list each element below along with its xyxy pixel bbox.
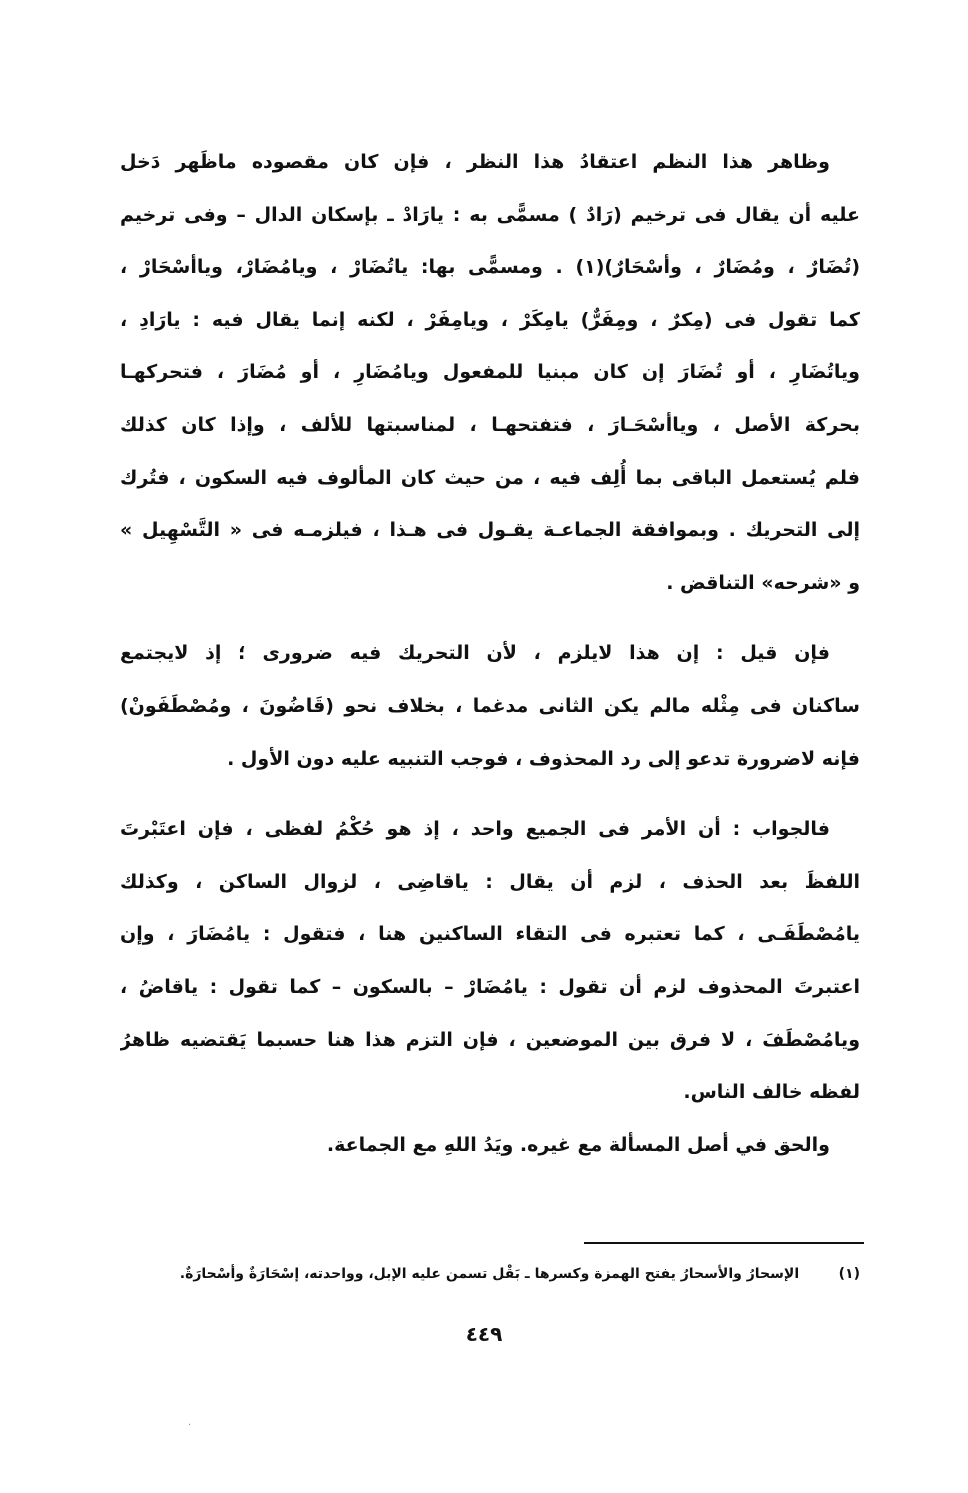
text-line: فلم يُستعمل الباقى بما أُلِف فيه ، من حيث كان المألوف فيه السكون ، فتُرك — [120, 466, 860, 489]
text-line: إلى التحريك . وبموافقة الجماعـة يقـول فى هـذا ، فيلزمـه فى « التَّسْهِيل » — [120, 519, 860, 542]
text-line: (تُضَارٌ ، ومُضَارٌ ، وأسْحَارٌ)(١) . ومسمًّى بها: ياتُضَارْ ، ويامُضَارْ، وياأسْحَارْ ، — [120, 256, 860, 279]
text-line: ويامُصْطَفَ ، لا فرق بين الموضعين ، فإن التزم هذا هنا حسبما يَقتضيه ظاهرُ — [120, 1028, 860, 1051]
text-line: فإن قيل : إن هذا لايلزم ، لأن التحريك فيه ضرورى ؛ إذ لايجتمع — [120, 642, 830, 665]
text-line: لفظه خالف الناس. — [683, 1081, 860, 1104]
text-line: فإنه لاضرورة تدعو إلى رد المحذوف ، فوجب التنبيه عليه دون الأول . — [227, 747, 860, 770]
text-line: اعتبرتَ المحذوف لزم أن تقول : يامُضَارْ – بالسكون – كما تقول : ياقاضُ ، — [120, 975, 860, 998]
text-line: اللفظَ بعد الحذف ، لزم أن يقال : ياقاضِى ، لزوال الساكن ، وكذلك — [120, 870, 860, 893]
text-line: والحق في أصل المسألة مع غيره. ويَدُ اللهِ مع الجماعة. — [326, 1133, 830, 1156]
text-line: بحركة الأصل ، وياأسْحَـارَ ، فتفتحهـا ، لمناسبتها للألف ، وإذا كان كذلك — [120, 413, 860, 436]
text-line: وياتُضَارِ ، أو تُضَارَ إن كان مبنيا للمفعول ويامُضَارِ ، أو مُضَارَ ، فتحركهـا — [120, 361, 860, 384]
text-line: ساكنان فى مِثْله مالم يكن الثانى مدغما ، بخلاف نحو (قَاضُونَ ، ومُصْطَفَونْ) — [120, 694, 860, 717]
text-line: عليه أن يقال فى ترخيم (رَادٌ ) مسمًّى به : يارَادْ ـ بإسكان الدال – وفى ترخيم — [120, 203, 860, 226]
paragraph-gap — [120, 609, 860, 627]
text-line: كما تقول فى (مِكرٌ ، ومِفَرٌّ) يامِكَرْ ، ويامِفَرْ ، لكنه إنما يقال فيه : يارَادِ ، — [120, 308, 860, 331]
footnote-divider — [584, 1242, 864, 1244]
text-line: وظاهر هذا النظم اعتقادُ هذا النظر ، فإن كان مقصوده ماظَهر دَخل — [120, 151, 830, 173]
text-line: فالجواب : أن الأمر فى الجميع واحد ، إذ هو حُكْمُ لفظى ، فإن اعتَبْرتَ — [120, 818, 830, 841]
footnote — [140, 1262, 860, 1286]
page-number: ٤٤٩ — [465, 1322, 503, 1346]
footnote-number: (١) — [838, 1266, 860, 1282]
footnote-text: الإسحارُ والأسحارُ يفتح الهمزة وكسرها ـ بَقْل تسمن عليه الإبل، وواحدته، إسْحَارَةٌ وأسْحارَةٌ. — [179, 1266, 800, 1282]
paragraph-gap — [120, 785, 860, 803]
scan-speck: · — [188, 1420, 192, 1431]
text-line: يامُصْطَفَـى ، كما تعتبره فى التقاء الساكنين هنا ، فتقول : يامُضَارَ ، وإن — [120, 923, 860, 946]
text-line: و «شرحه» التناقض . — [666, 571, 860, 594]
body-text — [120, 136, 860, 1171]
